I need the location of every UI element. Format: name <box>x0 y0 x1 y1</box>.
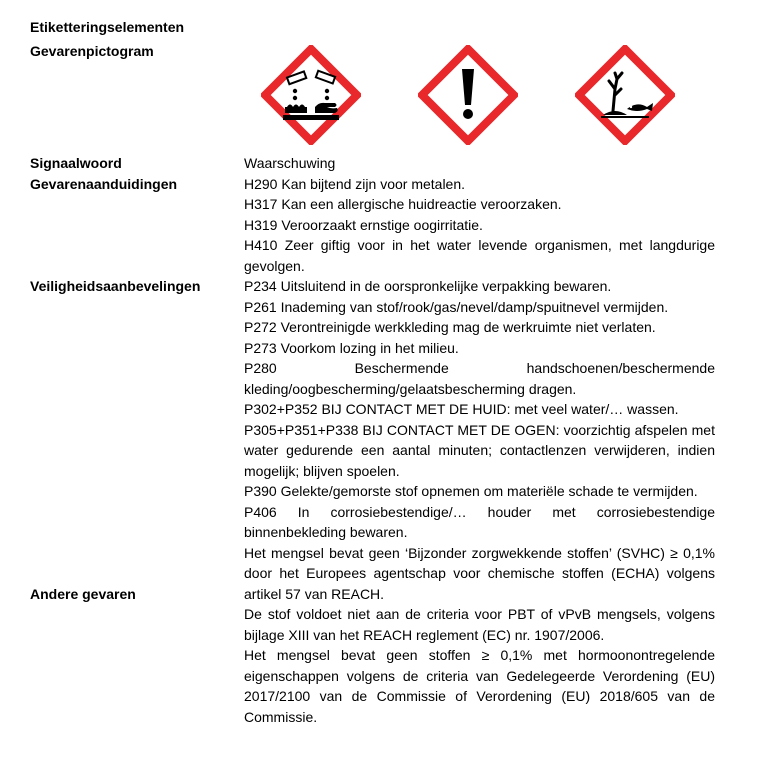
exclamation-pictogram <box>418 45 518 145</box>
hazard-statement: H319 Veroorzaakt ernstige oogirritatie. <box>244 216 483 233</box>
environment-pictogram <box>575 45 675 145</box>
precautionary-statement: P280 Beschermende handschoenen/beschermende kleding/oogbescherming/gelaatsbescherming dragen. <box>244 360 715 397</box>
hazard-statements-label: Gevarenaanduidingen <box>30 175 178 192</box>
corrosion-icon <box>261 45 361 145</box>
other-hazard-statement: Het mengsel bevat geen ‘Bijzonder zorgwekkende stoffen’ (SVHC) ≥ 0,1% door het Europees agentschap voor chemische stoffen (ECHA) volgens artikel 57 van REACH. <box>244 544 715 602</box>
hazard-statement: H410 Zeer giftig voor in het water levende organismen, met langdurige gevolgen. <box>244 237 715 274</box>
corrosion-pictogram <box>261 45 361 145</box>
precautionary-statements-label: Veiligheidsaanbevelingen <box>30 278 201 294</box>
precautionary-statement: P273 Voorkom lozing in het milieu. <box>244 339 459 356</box>
signal-word-value: Waarschuwing <box>244 155 336 171</box>
precautionary-statement: P272 Verontreinigde werkkleding mag de werkruimte niet verlaten. <box>244 319 656 335</box>
hazard-statement: H290 Kan bijtend zijn voor metalen. <box>244 175 466 192</box>
precautionary-statement: P406 In corrosiebestendige/… houder met corrosiebestendige binnenbekleding bewaren. <box>244 503 715 540</box>
pictogram-label: Gevarenpictogram <box>30 43 154 59</box>
precautionary-statement: P234 Uitsluitend in de oorspronkelijke verpakking bewaren. <box>244 278 612 294</box>
environment-icon <box>575 45 675 145</box>
precautionary-statement: P302+P352 BIJ CONTACT MET DE HUID: met veel water/… wassen. <box>244 401 679 417</box>
other-hazard-statement: De stof voldoet niet aan de criteria voor PBT of vPvB mengsels, volgens bijlage XIII van het REACH reglement (EC) nr. 1907/2006. <box>244 606 715 643</box>
signal-word-label: Signaalwoord <box>30 155 122 171</box>
section-title: Etiketteringselementen <box>30 19 185 35</box>
precautionary-statement: P390 Gelekte/gemorste stof opnemen om materiële schade te vermijden. <box>244 483 698 499</box>
other-hazard-statement: Het mengsel bevat geen stoffen ≥ 0,1% met hormoonontregelende eigenschappen volgens de criteria van Gedelegeerde Verordening (EU) 2017/2100 van de Commissie of Verordening (EU) 2018/605 van de Commissie. <box>244 647 715 725</box>
precautionary-statement: P261 Inademing van stof/rook/gas/nevel/damp/spuitnevel vermijden. <box>244 298 669 315</box>
label-content <box>244 153 715 727</box>
exclamation-mark-icon <box>418 45 518 145</box>
precautionary-statement: P305+P351+P338 BIJ CONTACT MET DE OGEN: voorzichtig afspelen met water gedurende een aantal minuten; contactlenzen verwijderen, indien mogelijk; blijven spoelen. <box>244 421 715 479</box>
hazard-statement: H317 Kan een allergische huidreactie veroorzaken. <box>244 196 562 212</box>
other-hazards-label: Andere gevaren <box>30 585 136 602</box>
